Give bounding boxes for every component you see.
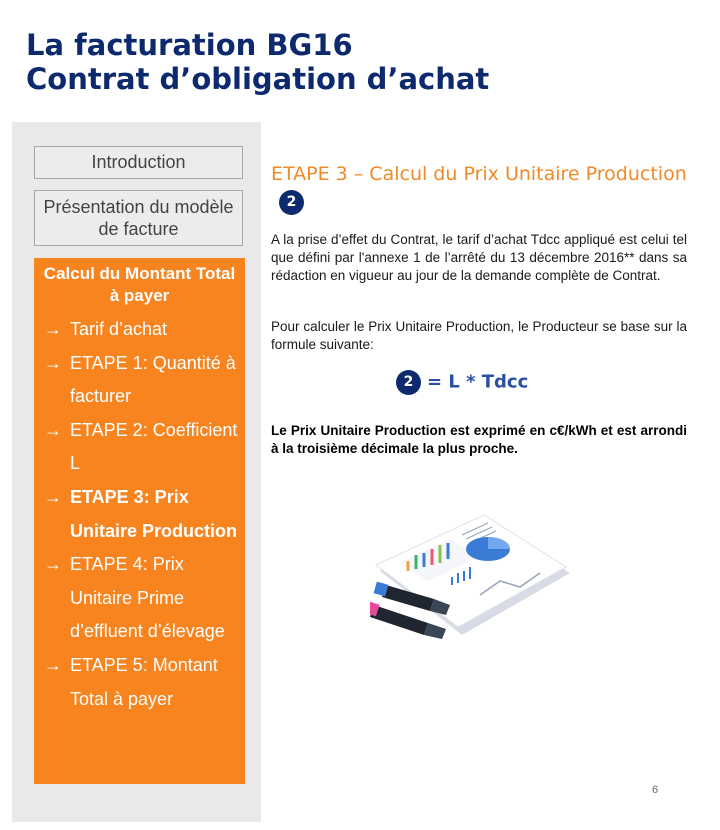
- formula-intro-paragraph: Pour calculer le Prix Unitaire Production, le Producteur se base sur la formule suivante:: [271, 319, 687, 352]
- report-highlighter-illustration: [370, 515, 580, 650]
- sidebar-sub-item-label: ETAPE 3: Prix Unitaire Production: [70, 486, 238, 541]
- sidebar-sub-item[interactable]: [40, 313, 239, 347]
- arrow-right-icon: →: [44, 486, 62, 507]
- sidebar-sub-item-label: Tarif d’achat: [70, 319, 168, 339]
- arrow-right-icon: →: [44, 419, 62, 440]
- arrow-right-icon: →: [44, 352, 62, 373]
- formula: [396, 370, 528, 395]
- sidebar-sub-item[interactable]: [40, 481, 239, 548]
- page-title: [26, 28, 489, 96]
- step-heading: [271, 160, 691, 216]
- nav-active-section[interactable]: [34, 258, 245, 784]
- intro-paragraph: A la prise d’effet du Contrat, le tarif d’achat Tdcc appliqué est celui tel que défini par l'annexe 1 de l’arrêté du 13 décembre 2016** dans sa rédaction en vigueur au jour de la demande complète de Contrat.: [271, 232, 687, 283]
- page-number: 6: [652, 784, 659, 796]
- sidebar-sub-item-label: ETAPE 4: Prix Unitaire Prime d’effluent d’élevage: [70, 554, 225, 642]
- formula-badge: 2: [396, 370, 421, 395]
- step-badge: 2: [279, 190, 304, 215]
- sidebar-sub-item[interactable]: [40, 548, 239, 649]
- formula-text: = L * Tdcc: [427, 371, 529, 393]
- sidebar: [12, 122, 261, 822]
- sidebar-sub-item-label: ETAPE 2: Coefficient L: [70, 419, 238, 474]
- sidebar-sub-item[interactable]: [40, 347, 239, 414]
- arrow-right-icon: →: [44, 319, 62, 339]
- nav-presentation[interactable]: Présentation du modèle de facture: [34, 190, 243, 246]
- nav-introduction[interactable]: Introduction: [34, 146, 243, 179]
- sub-item-list: [40, 313, 239, 716]
- sidebar-sub-item[interactable]: [40, 649, 239, 716]
- unit-note: Le Prix Unitaire Production est exprimé en c€/kWh et est arrondi à la troisième décimale la plus proche.: [271, 423, 687, 456]
- step-heading-text: ETAPE 3 – Calcul du Prix Unitaire Production: [271, 163, 687, 185]
- arrow-right-icon: →: [44, 554, 62, 575]
- title-line-2: Contrat d’obligation d’achat: [26, 62, 490, 96]
- active-section-title: Calcul du Montant Total à payer: [43, 264, 236, 305]
- sidebar-sub-item-label: ETAPE 5: Montant Total à payer: [70, 654, 218, 709]
- arrow-right-icon: →: [44, 654, 62, 675]
- sidebar-sub-item-label: ETAPE 1: Quantité à facturer: [70, 352, 236, 407]
- title-line-1: La facturation BG16: [26, 28, 353, 62]
- sidebar-sub-item[interactable]: [40, 414, 239, 481]
